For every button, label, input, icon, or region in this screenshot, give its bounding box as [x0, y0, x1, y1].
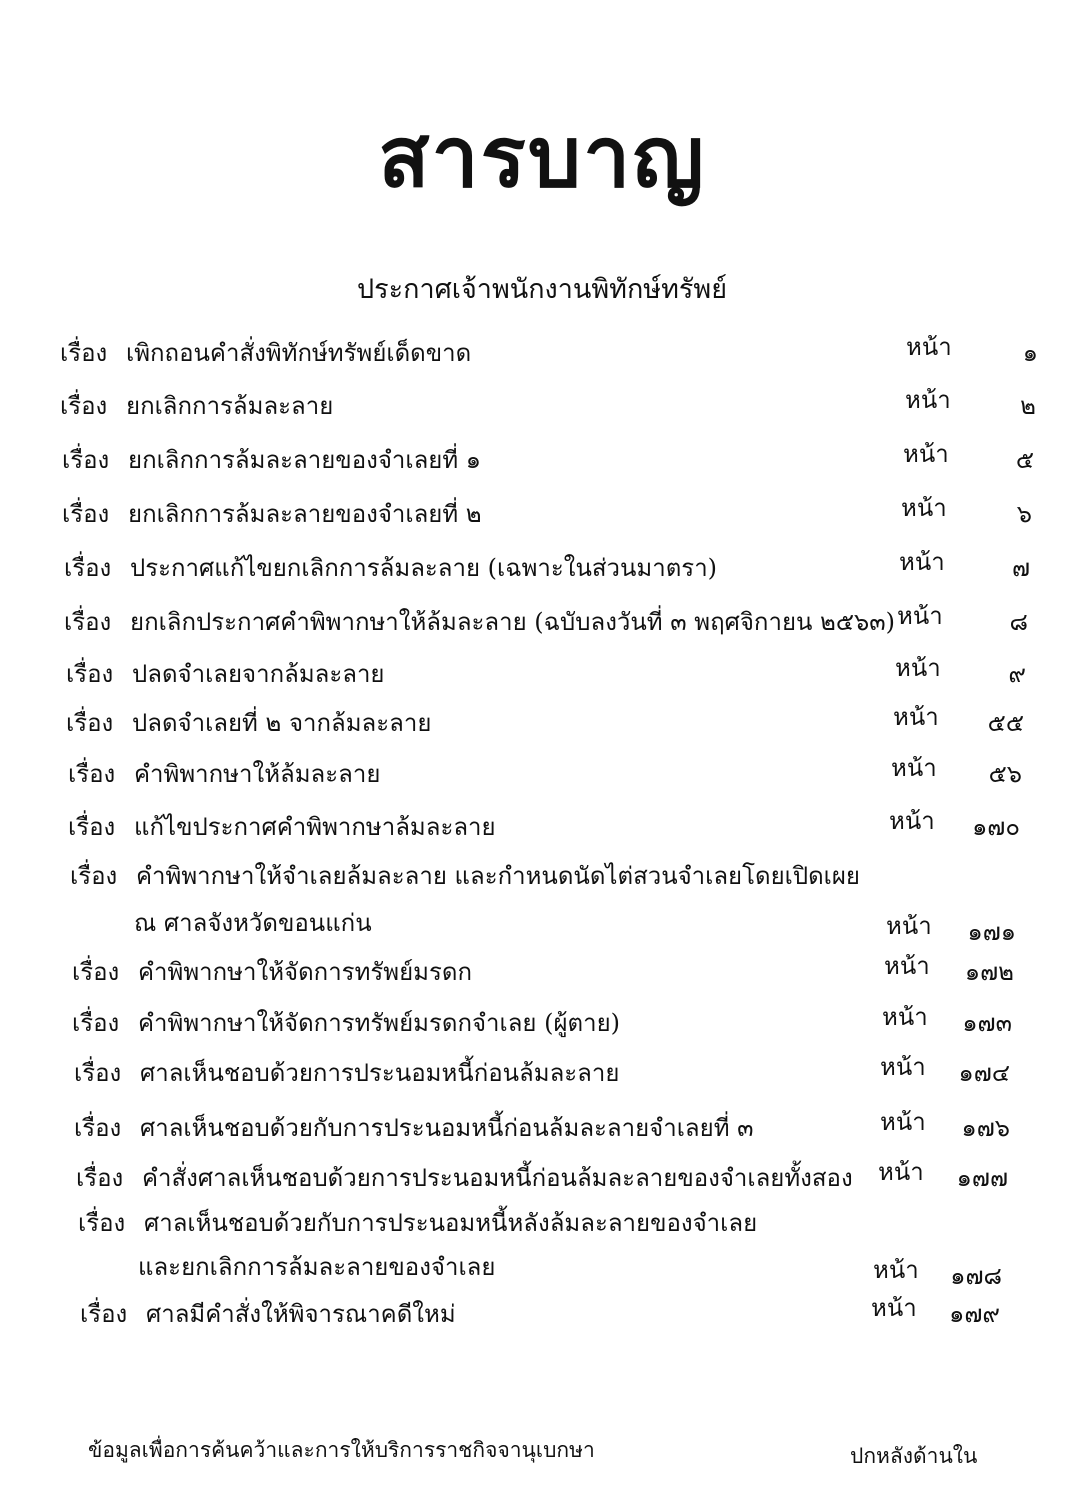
toc-entry — [60, 333, 471, 373]
topic-label: เรื่อง — [72, 1009, 120, 1037]
toc-entry-title: คำพิพากษาให้ล้มละลาย — [134, 760, 381, 788]
page-number: ๑๗๒ — [964, 958, 1014, 986]
toc-entry-continuation: ณ ศาลจังหวัดขอนแก่น — [134, 909, 372, 937]
topic-label: เรื่อง — [64, 608, 112, 636]
page-label: หน้า — [901, 494, 947, 522]
page-label: หน้า — [889, 807, 935, 835]
page-label: หน้า — [891, 754, 937, 782]
page-number: ๑ — [1022, 339, 1038, 367]
page-label: หน้า — [880, 1053, 926, 1081]
topic-label: เรื่อง — [70, 862, 118, 890]
toc-entry-title: คำพิพากษาให้จัดการทรัพย์มรดก — [138, 958, 472, 986]
page-number: ๖ — [1016, 500, 1032, 528]
toc-entry — [68, 807, 496, 847]
page-label: หน้า — [884, 952, 930, 980]
page-number: ๑๗๙ — [949, 1300, 1000, 1328]
toc-entry — [62, 494, 482, 534]
page-label: หน้า — [899, 548, 945, 576]
page-label: หน้า — [906, 333, 952, 361]
topic-label: เรื่อง — [60, 392, 108, 420]
page-label: หน้า — [873, 1256, 919, 1284]
toc-entry — [60, 386, 333, 426]
page-number: ๑๗๑ — [967, 918, 1016, 946]
topic-label: เรื่อง — [76, 1164, 124, 1192]
toc-entry — [62, 440, 481, 480]
toc-entry-title: ศาลเห็นชอบด้วยกับการประนอมหนี้หลังล้มละลายของจำเลย — [144, 1209, 758, 1237]
page-number: ๑๗๘ — [950, 1262, 1002, 1290]
toc-entry — [68, 754, 380, 794]
toc-entry — [64, 602, 895, 642]
page-title: สารบาญ — [378, 107, 706, 206]
toc-entry-title: ยกเลิกการล้มละลายของจำเลยที่ ๑ — [128, 446, 482, 474]
topic-label: เรื่อง — [74, 1114, 122, 1142]
toc-entry-title: คำสั่งศาลเห็นชอบด้วยการประนอมหนี้ก่อนล้มละลายของจำเลยทั้งสอง — [142, 1164, 853, 1192]
topic-label: เรื่อง — [68, 760, 116, 788]
page-label: หน้า — [882, 1003, 928, 1031]
toc-entry — [66, 703, 431, 743]
page-number: ๘ — [1009, 608, 1028, 636]
toc-entry-title: ยกเลิกการล้มละลายของจำเลยที่ ๒ — [128, 500, 482, 528]
toc-entry-title: ยกเลิกประกาศคำพิพากษาให้ล้มละลาย (ฉบับลงวันที่ ๓ พฤศจิกายน ๒๕๖๓) — [130, 608, 896, 636]
toc-entry-title: ยกเลิกการล้มละลาย — [126, 392, 334, 420]
page-label: หน้า — [886, 912, 932, 940]
section-heading: ประกาศเจ้าพนักงานพิทักษ์ทรัพย์ — [356, 274, 728, 305]
toc-entry — [66, 654, 384, 694]
page-label: หน้า — [871, 1294, 917, 1322]
toc-entry — [72, 1003, 620, 1043]
toc-entry-title: คำพิพากษาให้จัดการทรัพย์มรดกจำเลย (ผู้ตาย) — [138, 1009, 621, 1037]
toc-entry — [72, 952, 472, 992]
topic-label: เรื่อง — [64, 554, 112, 582]
page-number: ๗ — [1011, 554, 1030, 582]
toc-entry — [78, 1203, 757, 1243]
page-number: ๕๖ — [988, 760, 1022, 788]
page-number: ๑๗๐ — [972, 813, 1020, 841]
page-label: หน้า — [903, 440, 949, 468]
topic-label: เรื่อง — [68, 813, 116, 841]
toc-entry — [80, 1294, 456, 1334]
page-label: หน้า — [905, 386, 951, 414]
toc-entry-continuation: และยกเลิกการล้มละลายของจำเลย — [138, 1253, 496, 1281]
page-number: ๒ — [1020, 392, 1036, 420]
page-label: หน้า — [893, 703, 939, 731]
topic-label: เรื่อง — [60, 339, 108, 367]
page-number: ๑๗๔ — [958, 1059, 1010, 1087]
page-number: ๑๗๓ — [962, 1009, 1012, 1037]
page-label: หน้า — [895, 654, 941, 682]
toc-entry — [74, 1053, 619, 1093]
toc-entry-title: เพิกถอนคำสั่งพิทักษ์ทรัพย์เด็ดขาด — [126, 339, 472, 367]
topic-label: เรื่อง — [66, 660, 114, 688]
page-number: ๕ — [1015, 446, 1034, 474]
page-number: ๑๗๗ — [956, 1164, 1008, 1192]
toc-entry — [64, 548, 717, 588]
toc-entry — [70, 856, 860, 896]
toc-entry — [74, 1108, 754, 1148]
toc-entry — [76, 1158, 853, 1198]
topic-label: เรื่อง — [62, 500, 110, 528]
toc-entry-title: ประกาศแก้ไขยกเลิกการล้มละลาย (เฉพาะในส่วนมาตรา) — [130, 554, 718, 582]
toc-entry-title: ปลดจำเลยที่ ๒ จากล้มละลาย — [132, 709, 432, 737]
toc-entry-title: แก้ไขประกาศคำพิพากษาล้มละลาย — [134, 813, 496, 841]
page-label: หน้า — [880, 1108, 926, 1136]
toc-entry-title: ปลดจำเลยจากล้มละลาย — [132, 660, 385, 688]
page-number: ๙ — [1008, 660, 1026, 688]
footer-source-note: ข้อมูลเพื่อการค้นคว้าและการให้บริการราชกิจจานุเบกษา — [88, 1438, 595, 1462]
topic-label: เรื่อง — [72, 958, 120, 986]
page-number: ๕๕ — [987, 709, 1024, 737]
toc-entry-title: ศาลเห็นชอบด้วยกับการประนอมหนี้ก่อนล้มละลายจำเลยที่ ๓ — [140, 1114, 754, 1142]
page-label: หน้า — [897, 602, 943, 630]
topic-label: เรื่อง — [78, 1209, 126, 1237]
toc-entry-title: ศาลมีคำสั่งให้พิจารณาคดีใหม่ — [146, 1300, 456, 1328]
toc-entry-title: คำพิพากษาให้จำเลยล้มละลาย และกำหนดนัดไต่สวนจำเลยโดยเปิดเผย — [136, 862, 860, 890]
topic-label: เรื่อง — [80, 1300, 128, 1328]
topic-label: เรื่อง — [66, 709, 114, 737]
topic-label: เรื่อง — [62, 446, 110, 474]
page-number: ๑๗๖ — [961, 1114, 1010, 1142]
footer-page-note: ปกหลังด้านใน — [850, 1444, 978, 1468]
toc-entry-title: ศาลเห็นชอบด้วยการประนอมหนี้ก่อนล้มละลาย — [140, 1059, 620, 1087]
page-label: หน้า — [878, 1158, 924, 1186]
topic-label: เรื่อง — [74, 1059, 122, 1087]
